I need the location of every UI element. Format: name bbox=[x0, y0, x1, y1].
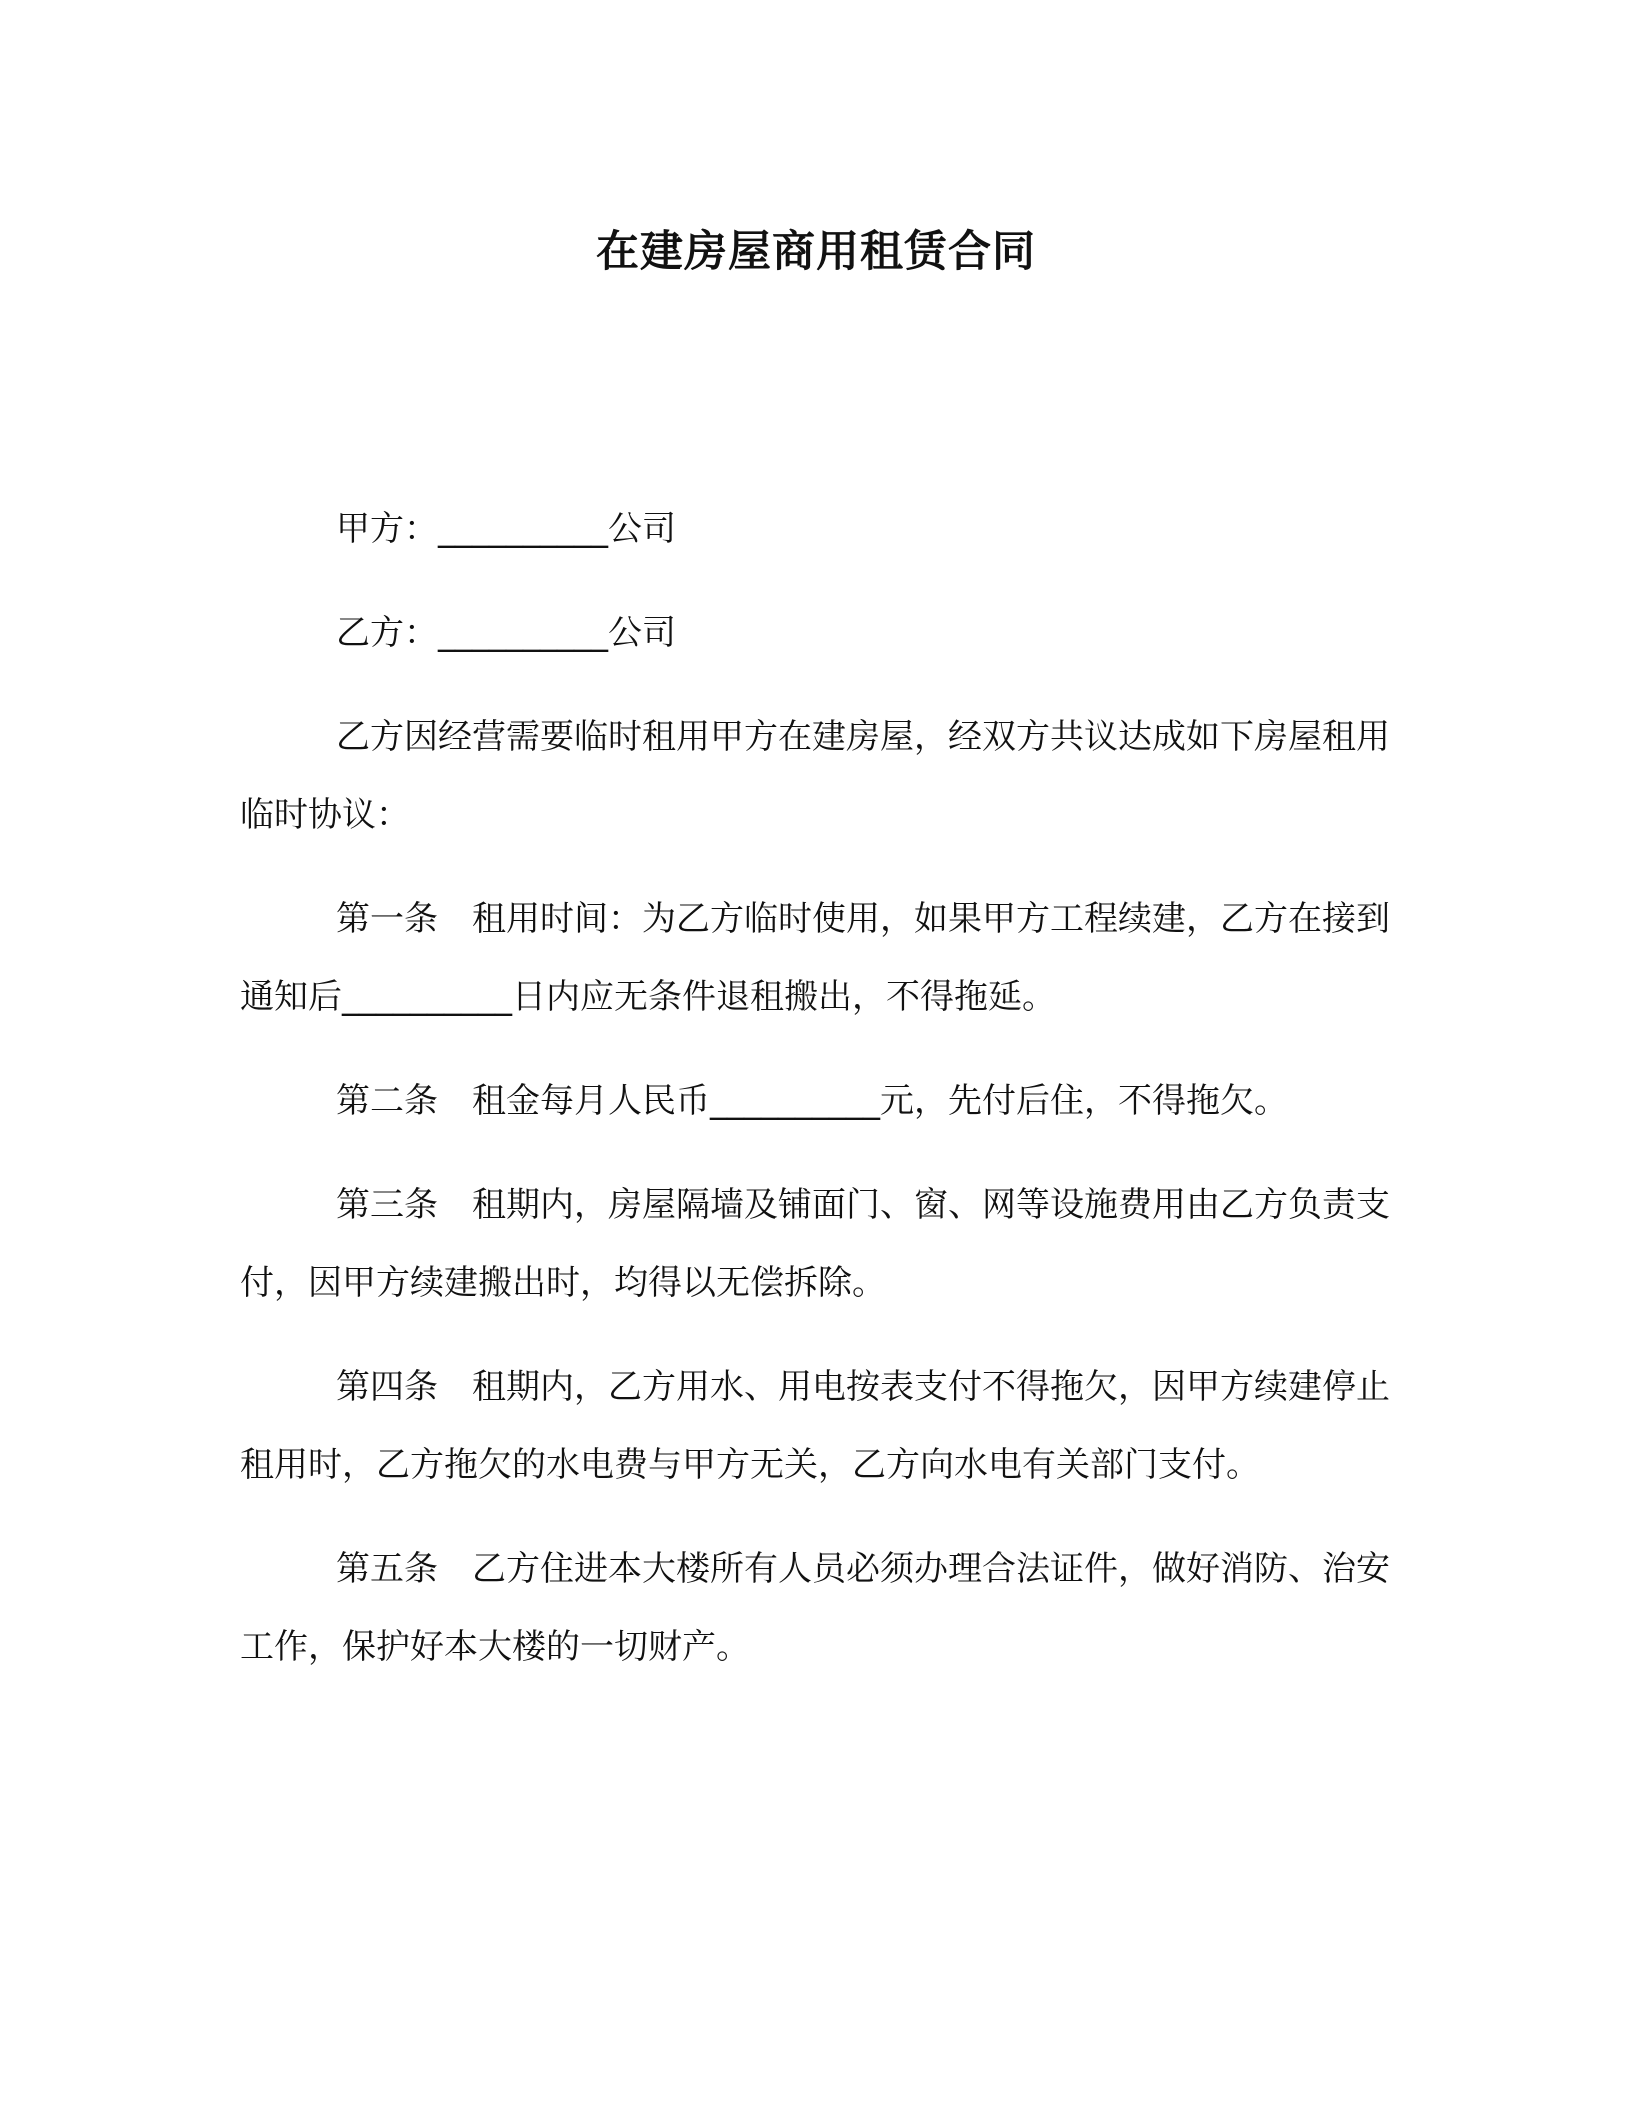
article-3 bbox=[240, 1166, 1390, 1322]
document-body bbox=[240, 490, 1390, 1712]
article-5-label: 第五条 bbox=[336, 1549, 438, 1589]
party-a-line: 甲方：__________公司 bbox=[336, 509, 676, 549]
article-5 bbox=[240, 1530, 1390, 1686]
document-title: 在建房屋商用租赁合同 bbox=[596, 227, 1036, 277]
article-2 bbox=[240, 1062, 1390, 1140]
intro-paragraph: 乙方因经营需要临时租用甲方在建房屋，经双方共议达成如下房屋租用临时协议： bbox=[240, 717, 1390, 835]
article-3-label: 第三条 bbox=[336, 1185, 438, 1225]
article-5-text: 乙方住进本大楼所有人员必须办理合法证件，做好消防、治安工作，保护好本大楼的一切财产。 bbox=[240, 1549, 1390, 1667]
article-2-label: 第二条 bbox=[336, 1081, 438, 1121]
article-2-text: 租金每月人民币__________元，先付后住，不得拖欠。 bbox=[472, 1081, 1288, 1121]
article-4-text: 租期内，乙方用水、用电按表支付不得拖欠，因甲方续建停止租用时，乙方拖欠的水电费与甲方无关，乙方向水电有关部门支付。 bbox=[240, 1367, 1390, 1485]
article-1-text: 租用时间：为乙方临时使用，如果甲方工程续建，乙方在接到通知后__________日内应无条件退租搬出，不得拖延。 bbox=[240, 899, 1390, 1017]
article-3-text: 租期内，房屋隔墙及铺面门、窗、网等设施费用由乙方负责支付，因甲方续建搬出时，均得以无偿拆除。 bbox=[240, 1185, 1390, 1303]
article-4 bbox=[240, 1348, 1390, 1504]
article-4-label: 第四条 bbox=[336, 1367, 438, 1407]
party-b-line: 乙方：__________公司 bbox=[336, 613, 676, 653]
article-1 bbox=[240, 880, 1390, 1036]
article-1-label: 第一条 bbox=[336, 899, 438, 939]
